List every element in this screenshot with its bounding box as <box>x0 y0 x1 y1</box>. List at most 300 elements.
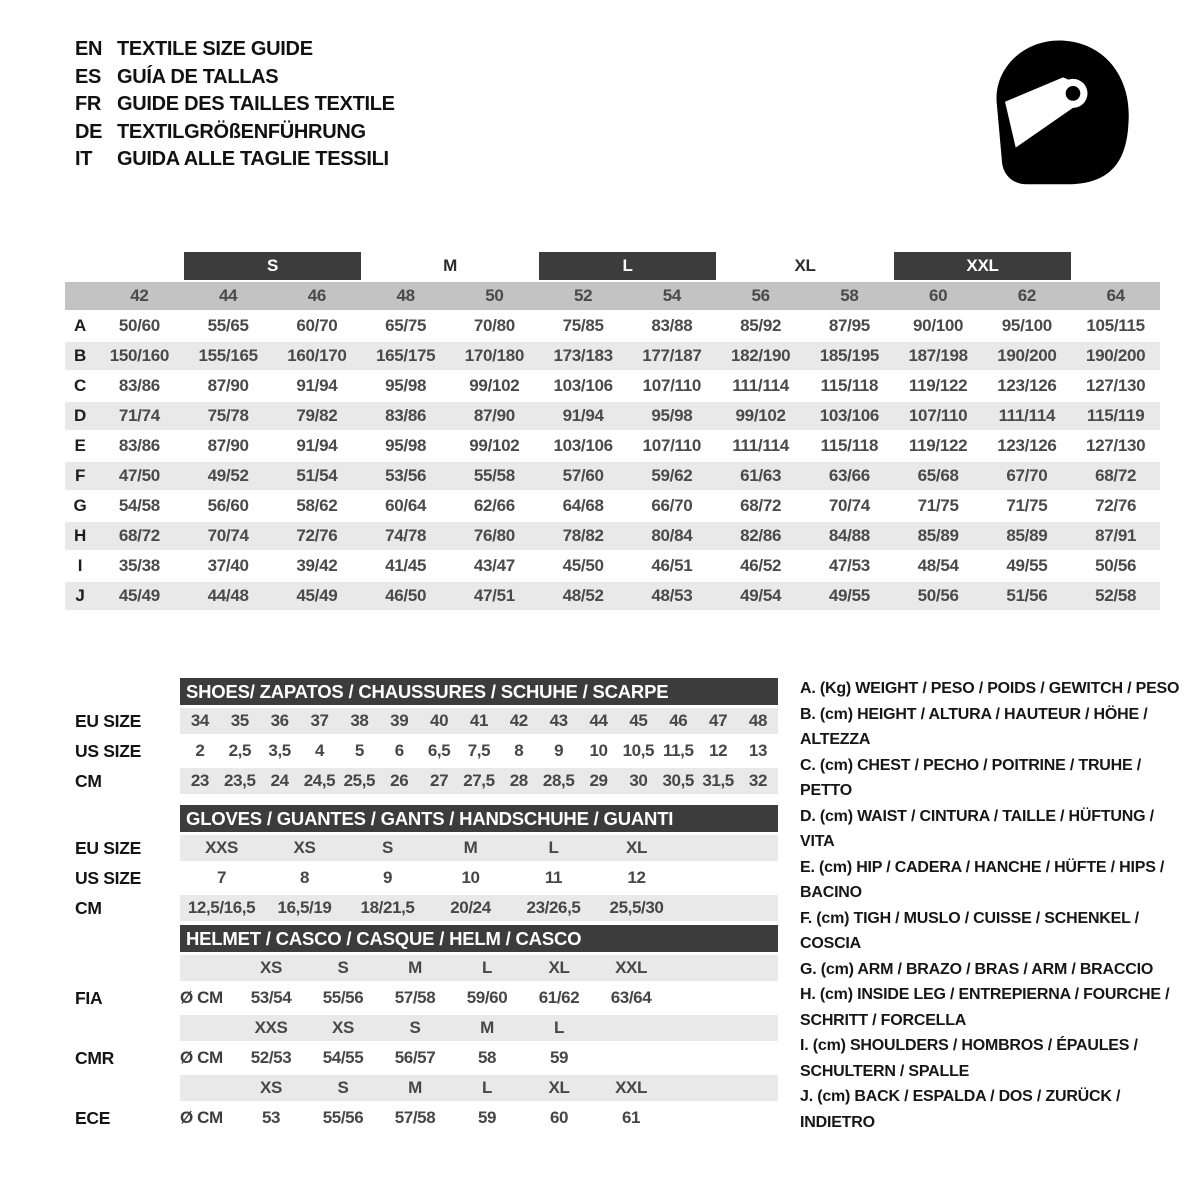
helmet-value-cell: 59 <box>477 1108 497 1127</box>
size-group-s: S <box>184 252 362 280</box>
measure-value: 87/90 <box>450 402 539 430</box>
shoes-cell: 10,5 <box>622 741 655 760</box>
helmet-size-cell: M <box>408 958 422 977</box>
shoes-cell: 42 <box>509 711 528 730</box>
helmet-value-cell: 63/64 <box>610 988 652 1007</box>
language-label: GUÍA DE TALLAS <box>117 65 279 88</box>
helmet-unit-cell: Ø CM <box>180 1108 223 1127</box>
numeric-size-spacer <box>65 282 95 310</box>
shoes-cell: 7,5 <box>467 741 491 760</box>
numeric-size-header-row <box>65 282 1160 310</box>
language-line <box>75 64 395 92</box>
shoes-cell: 46 <box>669 711 688 730</box>
measure-value: 71/75 <box>917 496 959 515</box>
measure-value: 45/49 <box>273 582 362 610</box>
language-label: TEXTILGRÖßENFÜHRUNG <box>117 120 366 143</box>
measure-value: 74/78 <box>361 522 450 550</box>
language-line <box>75 91 395 119</box>
measure-value: 49/55 <box>805 582 894 610</box>
measure-value: 70/74 <box>184 522 273 550</box>
measure-value: 63/66 <box>805 462 894 490</box>
measure-row-e <box>65 432 1160 460</box>
gloves-row <box>75 835 778 861</box>
shoes-cell: 27 <box>430 771 449 790</box>
measure-letter: J <box>65 582 95 610</box>
measure-value: 111/114 <box>732 436 789 455</box>
gloves-cell: 23/26,5 <box>526 898 581 917</box>
measure-value: 50/56 <box>1095 556 1137 575</box>
measure-row-a <box>65 312 1160 340</box>
helmet-section <box>75 925 778 1128</box>
gloves-row-label: CM <box>75 898 102 918</box>
measure-value: 123/126 <box>997 436 1057 455</box>
numeric-size-header: 46 <box>273 282 362 310</box>
measure-row-b <box>65 342 1160 370</box>
measure-value: 103/106 <box>805 402 894 430</box>
shoes-cell: 24,5 <box>303 771 336 790</box>
legend-item: G. (cm) ARM / BRAZO / BRAS / ARM / BRACCIO <box>800 960 1154 978</box>
helmet-size-cell: S <box>337 1078 349 1097</box>
gloves-cell: XXS <box>205 838 238 857</box>
helmet-value-cell: 58 <box>477 1048 497 1067</box>
numeric-size-header: 50 <box>450 282 539 310</box>
shoes-cell: 23,5 <box>224 771 256 790</box>
gloves-cell: 10 <box>461 868 480 887</box>
measure-value: 85/89 <box>894 522 983 550</box>
gloves-cell: 25,5/30 <box>609 898 664 917</box>
measure-value: 111/114 <box>732 376 789 395</box>
gloves-cell: 12,5/16,5 <box>187 898 256 917</box>
helmet-unit-cell: Ø CM <box>180 988 223 1007</box>
measure-value: 85/92 <box>740 316 782 335</box>
measure-value: 107/110 <box>642 436 702 455</box>
measure-value: 51/56 <box>983 582 1072 610</box>
helmet-value-row <box>75 985 778 1011</box>
measure-value: 95/98 <box>628 402 717 430</box>
measure-value: 83/86 <box>118 376 160 395</box>
measure-value: 87/91 <box>1071 522 1160 550</box>
gloves-title-bar: GLOVES / GUANTES / GANTS / HANDSCHUHE / GUANTI <box>180 805 778 832</box>
measure-row-i <box>65 552 1160 580</box>
measure-value: 75/85 <box>562 316 604 335</box>
measure-value: 105/115 <box>1086 316 1145 335</box>
legend-item: J. (cm) BACK / ESPALDA / DOS / ZURÜCK / INDIETRO <box>800 1088 1121 1131</box>
shoes-cell: 5 <box>354 741 364 760</box>
measure-value: 53/56 <box>361 462 450 490</box>
legend-item: B. (cm) HEIGHT / ALTURA / HAUTEUR / HÖHE / ALTEZZA <box>800 705 1148 748</box>
measure-letter: F <box>65 462 95 490</box>
helmet-value-cell: 57/58 <box>394 1108 436 1127</box>
measure-value: 115/118 <box>820 376 879 395</box>
legend-item: F. (cm) TIGH / MUSLO / CUISSE / SCHENKEL / COSCIA <box>800 909 1139 952</box>
gloves-row <box>75 865 778 891</box>
measure-row-d <box>65 402 1160 430</box>
gloves-section <box>75 805 778 918</box>
measure-value: 87/90 <box>207 376 249 395</box>
measure-value: 76/80 <box>450 522 539 550</box>
gloves-cell: XS <box>293 838 316 857</box>
size-group-m: M <box>443 256 457 275</box>
measure-value: 41/45 <box>385 556 427 575</box>
gloves-cell: XL <box>626 838 647 857</box>
shoes-cell: 44 <box>589 711 608 730</box>
measure-value: 65/68 <box>894 462 983 490</box>
measure-letter: B <box>65 342 95 370</box>
measure-row-h <box>65 522 1160 550</box>
legend-item: A. (Kg) WEIGHT / PESO / POIDS / GEWITCH / PESO <box>800 680 1180 697</box>
helmet-value-cell: 53 <box>261 1108 281 1127</box>
shoes-cell: 35 <box>230 711 249 730</box>
measure-value: 85/89 <box>983 522 1072 550</box>
measure-value: 46/52 <box>740 556 782 575</box>
gloves-cell: L <box>548 838 559 857</box>
helmet-value-cell: 55/56 <box>322 1108 364 1127</box>
measure-value: 115/119 <box>1071 402 1160 430</box>
helmet-size-cell: M <box>408 1078 422 1097</box>
measure-value: 65/75 <box>385 316 427 335</box>
helmet-value-cell: 56/57 <box>394 1048 436 1067</box>
measure-value: 160/170 <box>273 342 362 370</box>
measure-value: 66/70 <box>651 496 693 515</box>
helmet-value-row <box>75 1045 778 1071</box>
shoes-cell: 48 <box>748 711 768 730</box>
shoes-row <box>75 738 778 764</box>
measure-value: 123/126 <box>997 376 1057 395</box>
measure-value: 71/75 <box>1006 496 1048 515</box>
shoes-cell: 2 <box>195 741 205 760</box>
gloves-cell: 9 <box>382 868 393 887</box>
measure-value: 72/76 <box>273 522 362 550</box>
gloves-cell: M <box>463 838 478 857</box>
helmet-value-cell: 57/58 <box>394 988 436 1007</box>
language-label: GUIDA ALLE TAGLIE TESSILI <box>117 148 389 170</box>
measure-value: 115/118 <box>820 436 879 455</box>
measure-value: 57/60 <box>539 462 628 490</box>
measure-value: 49/52 <box>184 462 273 490</box>
shoes-section <box>75 678 778 791</box>
measure-value: 70/80 <box>473 316 515 335</box>
shoes-cell: 47 <box>709 711 728 730</box>
measure-value: 187/198 <box>894 342 983 370</box>
measure-value: 50/60 <box>118 316 160 335</box>
language-label: TEXTILE SIZE GUIDE <box>117 38 313 60</box>
numeric-size-header: 58 <box>805 282 894 310</box>
measure-value: 91/94 <box>296 376 338 395</box>
measure-value: 55/58 <box>450 462 539 490</box>
measure-value: 107/110 <box>894 402 983 430</box>
helmet-size-cell: S <box>409 1018 421 1037</box>
gloves-cell: 16,5/19 <box>277 898 332 917</box>
measure-row-f <box>65 462 1160 490</box>
shoes-cell: 32 <box>748 771 768 790</box>
measure-value: 95/98 <box>385 376 427 395</box>
measure-value: 111/114 <box>983 402 1072 430</box>
measure-letter: A <box>74 316 86 335</box>
measure-value: 49/54 <box>716 582 805 610</box>
gloves-cell: 18/21,5 <box>360 898 415 917</box>
measure-value: 103/106 <box>553 376 613 395</box>
shoes-cell: 29 <box>589 771 608 790</box>
shoes-cell: 26 <box>390 771 409 790</box>
legend-item: D. (cm) WAIST / CINTURA / TAILLE / HÜFTUNG / VITA <box>800 807 1154 850</box>
language-code: DE <box>75 120 103 143</box>
helmet-size-row <box>180 1015 778 1041</box>
shoes-cell: 8 <box>514 741 524 760</box>
measure-value: 83/86 <box>118 436 160 455</box>
measure-value: 103/106 <box>553 436 613 455</box>
measure-value: 91/94 <box>539 402 628 430</box>
helmet-size-cell: XXS <box>254 1018 288 1037</box>
shoes-cell: 6,5 <box>427 741 451 760</box>
measure-row-j <box>65 582 1160 610</box>
helmet-size-cell: XXL <box>615 1078 647 1097</box>
size-group-spacer <box>65 252 184 280</box>
language-line <box>75 36 395 64</box>
measure-value: 107/110 <box>642 376 702 395</box>
shoes-cell: 10 <box>589 741 608 760</box>
shoes-cell: 13 <box>748 741 768 760</box>
gloves-cell: 12 <box>627 868 646 887</box>
numeric-size-header: 64 <box>1071 282 1160 310</box>
helmet-value-cell: 61 <box>621 1108 641 1127</box>
shoes-cell: 3,5 <box>268 741 291 760</box>
shoes-cell: 37 <box>310 711 329 730</box>
helmet-size-cell: L <box>554 1018 564 1037</box>
gloves-cell: S <box>382 838 393 857</box>
numeric-size-header: 52 <box>539 282 628 310</box>
helmet-standard-label: ECE <box>75 1108 111 1128</box>
helmet-size-cell: XS <box>260 1078 282 1097</box>
measure-value: 182/190 <box>716 342 805 370</box>
measure-value: 45/49 <box>95 582 184 610</box>
measure-value: 165/175 <box>361 342 450 370</box>
measure-value: 70/74 <box>828 496 870 515</box>
size-group-xxl: XXL <box>894 252 1072 280</box>
measure-value: 39/42 <box>296 556 338 575</box>
measure-value: 48/53 <box>628 582 717 610</box>
shoes-row-label: EU SIZE <box>75 711 141 731</box>
measure-letter: C <box>74 376 86 395</box>
shoes-cell: 36 <box>270 711 289 730</box>
shoes-row-label: CM <box>75 771 102 791</box>
measure-value: 84/88 <box>805 522 894 550</box>
measure-value: 95/98 <box>385 436 427 455</box>
helmet-size-cell: XL <box>548 958 570 977</box>
measure-value: 190/200 <box>1071 342 1160 370</box>
size-group-xl: XL <box>794 256 816 275</box>
language-code: ES <box>75 65 102 88</box>
language-code: IT <box>75 148 93 170</box>
shoes-cell: 9 <box>554 741 564 760</box>
gloves-cell: 8 <box>299 868 310 887</box>
shoes-cell: 11,5 <box>662 741 694 760</box>
measure-value: 44/48 <box>184 582 273 610</box>
shoes-cell: 39 <box>390 711 409 730</box>
numeric-size-header: 56 <box>716 282 805 310</box>
measure-value: 49/55 <box>1006 556 1048 575</box>
language-line <box>75 119 395 147</box>
shoes-cell: 28,5 <box>542 771 575 790</box>
helmet-size-cell: S <box>337 958 349 977</box>
measure-value: 60/64 <box>385 496 427 515</box>
size-group-l: L <box>539 252 717 280</box>
helmet-value-cell: 59/60 <box>466 988 508 1007</box>
measure-value: 95/100 <box>1001 316 1052 335</box>
measure-value: 79/82 <box>273 402 362 430</box>
helmet-value-cell: 53/54 <box>250 988 292 1007</box>
measure-value: 80/84 <box>628 522 717 550</box>
measure-value: 78/82 <box>539 522 628 550</box>
language-title-list <box>75 36 395 174</box>
measure-value: 185/195 <box>805 342 894 370</box>
shoes-cell: 4 <box>314 741 325 760</box>
gloves-cell: 11 <box>544 868 563 887</box>
measure-row-c <box>65 372 1160 400</box>
measure-value: 90/100 <box>913 316 964 335</box>
shoes-row-label: US SIZE <box>75 741 141 761</box>
shoes-cell: 31,5 <box>702 771 734 790</box>
measure-row-g <box>65 492 1160 520</box>
legend-item: E. (cm) HIP / CADERA / HANCHE / HÜFTE / HIPS / BACINO <box>800 858 1165 901</box>
measure-value: 60/70 <box>296 316 338 335</box>
measure-value: 62/66 <box>473 496 515 515</box>
helmet-standard-label: FIA <box>75 988 103 1008</box>
gloves-cell: 20/24 <box>450 898 491 917</box>
measure-value: 170/180 <box>450 342 539 370</box>
shoes-cell: 30,5 <box>662 771 694 790</box>
measure-value: 47/50 <box>95 462 184 490</box>
measure-value: 45/50 <box>562 556 604 575</box>
shoes-cell: 41 <box>469 711 488 730</box>
helmet-size-cell: XS <box>332 1018 354 1037</box>
shoes-cell: 28 <box>509 771 528 790</box>
shoes-cell: 30 <box>629 771 648 790</box>
gloves-row-label: US SIZE <box>75 868 141 888</box>
measure-value: 61/63 <box>716 462 805 490</box>
measure-value: 59/62 <box>628 462 717 490</box>
measure-value: 37/40 <box>207 556 249 575</box>
helmet-title-bar: HELMET / CASCO / CASQUE / HELM / CASCO <box>180 925 778 952</box>
legend-item: H. (cm) INSIDE LEG / ENTREPIERNA / FOURCHE / SCHRITT / FORCELLA <box>800 986 1170 1029</box>
measure-letter: I <box>77 556 83 575</box>
shoes-cell: 25,5 <box>343 771 376 790</box>
shoes-cell: 45 <box>629 711 648 730</box>
measure-value: 72/76 <box>1095 496 1137 515</box>
shoes-row <box>75 708 778 734</box>
measure-value: 48/52 <box>539 582 628 610</box>
textile-size-table <box>65 250 1160 612</box>
measure-letter: H <box>65 522 95 550</box>
measure-value: 43/47 <box>473 556 515 575</box>
helmet-value-cell: 52/53 <box>250 1048 292 1067</box>
measure-value: 155/165 <box>184 342 273 370</box>
shoes-cell: 38 <box>350 711 369 730</box>
measure-value: 127/130 <box>1085 376 1146 395</box>
measure-value: 91/94 <box>296 436 338 455</box>
measure-value: 58/62 <box>296 496 338 515</box>
measure-value: 75/78 <box>184 402 273 430</box>
helmet-size-cell: XS <box>260 958 282 977</box>
shoes-cell: 40 <box>430 711 449 730</box>
gloves-row <box>75 895 778 921</box>
measure-value: 83/86 <box>361 402 450 430</box>
measure-letter: E <box>74 436 86 455</box>
legend-item: C. (cm) CHEST / PECHO / POITRINE / TRUHE / PETTO <box>800 756 1141 799</box>
measure-value: 67/70 <box>983 462 1072 490</box>
helmet-value-cell: 55/56 <box>322 988 364 1007</box>
measure-value: 127/130 <box>1085 436 1146 455</box>
main-size-table <box>65 250 1160 612</box>
language-label: GUIDE DES TAILLES TEXTILE <box>117 93 395 115</box>
size-group-header-row <box>65 252 1160 280</box>
language-line <box>75 146 395 174</box>
helmet-size-cell: XL <box>548 1078 570 1097</box>
measure-value: 46/50 <box>361 582 450 610</box>
helmet-size-row <box>180 1075 778 1101</box>
measure-value: 119/122 <box>908 436 968 455</box>
language-code: EN <box>75 38 103 60</box>
measure-value: 99/102 <box>469 436 520 455</box>
measure-value: 47/53 <box>828 556 870 575</box>
measure-letter: D <box>65 402 95 430</box>
numeric-size-header: 60 <box>894 282 983 310</box>
measure-value: 82/86 <box>716 522 805 550</box>
shoes-cell: 6 <box>394 741 404 760</box>
measure-value: 99/102 <box>716 402 805 430</box>
measurement-legend <box>800 676 1192 1135</box>
numeric-size-header: 54 <box>628 282 717 310</box>
measure-value: 48/54 <box>917 556 959 575</box>
helmet-standard-label: CMR <box>75 1048 114 1068</box>
measure-value: 64/68 <box>562 496 604 515</box>
shoes-cell: 34 <box>190 711 209 730</box>
measure-value: 54/58 <box>118 496 160 515</box>
measure-value: 99/102 <box>469 376 520 395</box>
shoes-cell: 2,5 <box>228 741 251 760</box>
shoes-cell: 12 <box>709 741 728 760</box>
measure-value: 52/58 <box>1071 582 1160 610</box>
measure-value: 71/74 <box>95 402 184 430</box>
measure-value: 50/56 <box>894 582 983 610</box>
shoes-row <box>75 768 778 794</box>
measure-value: 87/95 <box>828 316 870 335</box>
shoes-cell: 27,5 <box>463 771 495 790</box>
measure-value: 150/160 <box>95 342 184 370</box>
helmet-size-cell: L <box>482 1078 492 1097</box>
shoes-cell: 43 <box>549 711 568 730</box>
measure-value: 119/122 <box>908 376 968 395</box>
helmet-value-cell: 59 <box>549 1048 569 1067</box>
helmet-value-cell: 60 <box>549 1108 569 1127</box>
measure-value: 56/60 <box>207 496 249 515</box>
shoes-title-bar: SHOES/ ZAPATOS / CHAUSSURES / SCHUHE / SCARPE <box>180 678 778 705</box>
measure-value: 47/51 <box>450 582 539 610</box>
numeric-size-header: 62 <box>983 282 1072 310</box>
legend-item: I. (cm) SHOULDERS / HOMBROS / ÉPAULES / SCHULTERN / SPALLE <box>800 1037 1138 1080</box>
measure-value: 46/51 <box>651 556 693 575</box>
helmet-size-cell: L <box>482 958 492 977</box>
language-code: FR <box>75 93 102 115</box>
size-group-spacer <box>1071 252 1160 280</box>
measure-value: 68/72 <box>1071 462 1160 490</box>
measure-value: 190/200 <box>983 342 1072 370</box>
numeric-size-header: 44 <box>184 282 273 310</box>
measure-value: 83/88 <box>651 316 693 335</box>
gloves-row-label: EU SIZE <box>75 838 141 858</box>
measure-letter: G <box>73 496 87 515</box>
helmet-value-row <box>75 1105 778 1131</box>
measure-value: 68/72 <box>95 522 184 550</box>
